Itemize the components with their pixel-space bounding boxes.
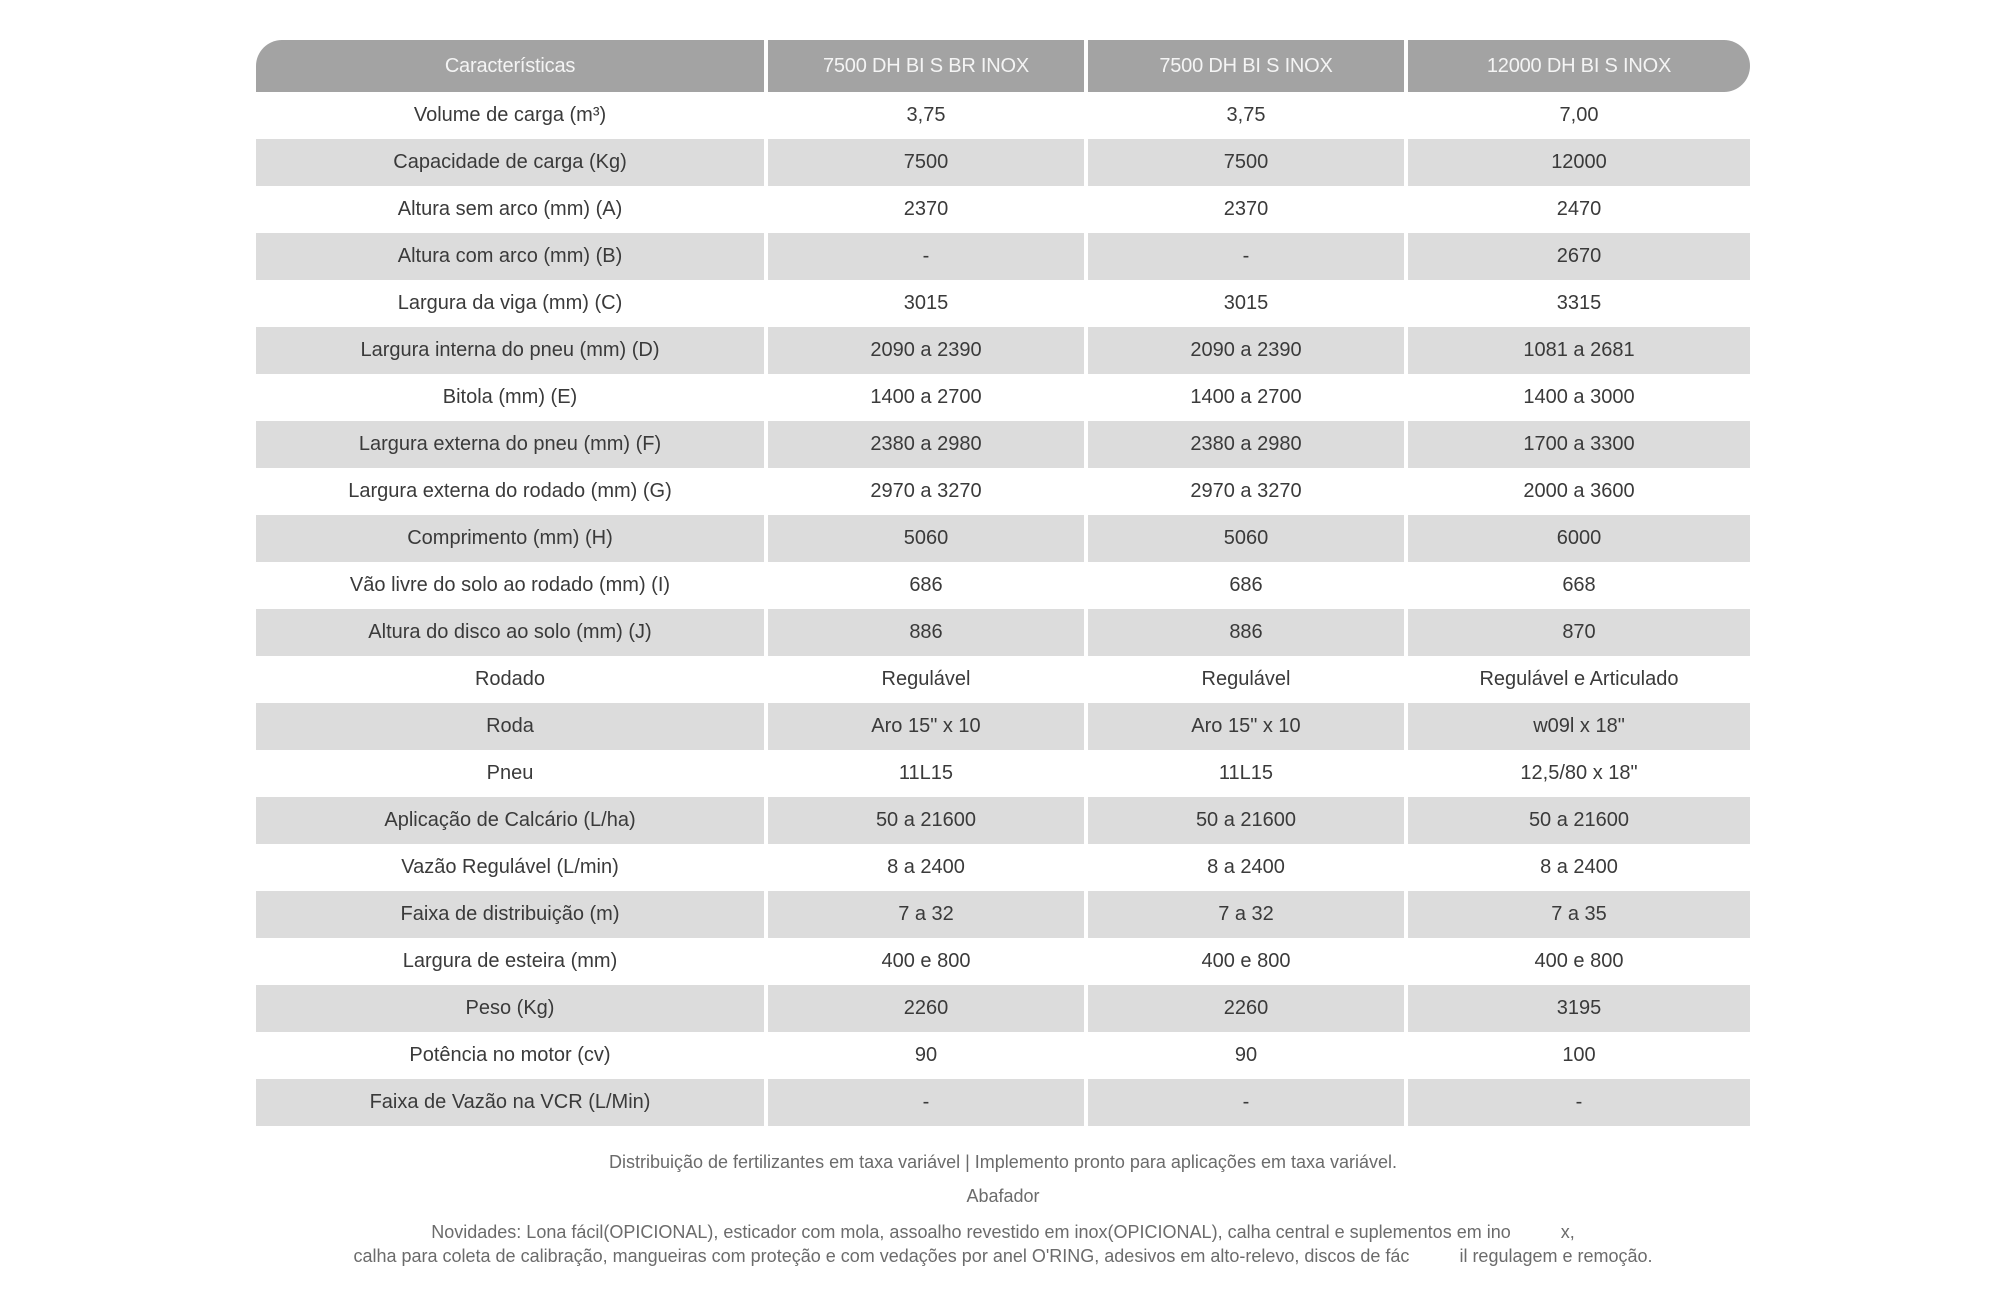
row-label: Altura com arco (mm) (B)	[256, 233, 764, 280]
row-value-model-2: 5060	[1088, 515, 1404, 562]
row-value-model-2: -	[1088, 1079, 1404, 1126]
row-value-model-1: 2260	[768, 985, 1084, 1032]
row-label: Comprimento (mm) (H)	[256, 515, 764, 562]
row-value-model-2: 90	[1088, 1032, 1404, 1079]
row-value-model-2: 7500	[1088, 139, 1404, 186]
row-value-model-2: 2260	[1088, 985, 1404, 1032]
row-value-model-2: 50 a 21600	[1088, 797, 1404, 844]
row-label: Largura externa do rodado (mm) (G)	[256, 468, 764, 515]
row-label: Capacidade de carga (Kg)	[256, 139, 764, 186]
row-value-model-2: Aro 15" x 10	[1088, 703, 1404, 750]
row-value-model-3: 870	[1408, 609, 1750, 656]
table-row	[256, 750, 1750, 797]
row-value-model-1: 7 a 32	[768, 891, 1084, 938]
row-value-model-1: 2090 a 2390	[768, 327, 1084, 374]
row-value-model-2: 3,75	[1088, 92, 1404, 139]
table-row	[256, 1079, 1750, 1126]
row-label: Vão livre do solo ao rodado (mm) (I)	[256, 562, 764, 609]
row-value-model-1: 886	[768, 609, 1084, 656]
header-model-2: 7500 DH BI S INOX	[1088, 40, 1404, 92]
row-value-model-3: 1081 a 2681	[1408, 327, 1750, 374]
table-row	[256, 985, 1750, 1032]
table-header	[256, 40, 1750, 92]
row-label: Vazão Regulável (L/min)	[256, 844, 764, 891]
row-value-model-3: 2470	[1408, 186, 1750, 233]
row-value-model-1: 2380 a 2980	[768, 421, 1084, 468]
row-label: Potência no motor (cv)	[256, 1032, 764, 1079]
table-row	[256, 515, 1750, 562]
row-value-model-2: 2090 a 2390	[1088, 327, 1404, 374]
row-label: Rodado	[256, 656, 764, 703]
row-value-model-1: 3,75	[768, 92, 1084, 139]
row-value-model-1: Aro 15" x 10	[768, 703, 1084, 750]
row-value-model-3: 2670	[1408, 233, 1750, 280]
row-value-model-3: 1700 a 3300	[1408, 421, 1750, 468]
table-row	[256, 92, 1750, 139]
table-row	[256, 1032, 1750, 1079]
row-value-model-2: 2970 a 3270	[1088, 468, 1404, 515]
row-label: Aplicação de Calcário (L/ha)	[256, 797, 764, 844]
row-value-model-3: 12000	[1408, 139, 1750, 186]
table-row	[256, 139, 1750, 186]
specs-table-container	[256, 40, 1750, 1126]
row-value-model-1: 90	[768, 1032, 1084, 1079]
row-label: Largura da viga (mm) (C)	[256, 280, 764, 327]
row-value-model-1: 7500	[768, 139, 1084, 186]
row-value-model-1: Regulável	[768, 656, 1084, 703]
table-body	[256, 92, 1750, 1126]
row-value-model-2: 7 a 32	[1088, 891, 1404, 938]
table-row	[256, 374, 1750, 421]
row-value-model-3: 1400 a 3000	[1408, 374, 1750, 421]
table-row	[256, 703, 1750, 750]
row-value-model-1: 1400 a 2700	[768, 374, 1084, 421]
row-value-model-1: 50 a 21600	[768, 797, 1084, 844]
row-value-model-3: 400 e 800	[1408, 938, 1750, 985]
row-label: Altura sem arco (mm) (A)	[256, 186, 764, 233]
row-value-model-3: 2000 a 3600	[1408, 468, 1750, 515]
row-value-model-3: -	[1408, 1079, 1750, 1126]
table-row	[256, 421, 1750, 468]
row-value-model-2: 2380 a 2980	[1088, 421, 1404, 468]
row-value-model-2: 2370	[1088, 186, 1404, 233]
row-value-model-3: 50 a 21600	[1408, 797, 1750, 844]
row-label: Roda	[256, 703, 764, 750]
table-row	[256, 609, 1750, 656]
row-value-model-2: 1400 a 2700	[1088, 374, 1404, 421]
row-value-model-2: 400 e 800	[1088, 938, 1404, 985]
table-row	[256, 844, 1750, 891]
row-value-model-3: 3195	[1408, 985, 1750, 1032]
row-value-model-2: -	[1088, 233, 1404, 280]
row-value-model-2: 8 a 2400	[1088, 844, 1404, 891]
row-value-model-1: 8 a 2400	[768, 844, 1084, 891]
table-row	[256, 938, 1750, 985]
table-row	[256, 797, 1750, 844]
row-value-model-3: Regulável e Articulado	[1408, 656, 1750, 703]
row-value-model-1: -	[768, 233, 1084, 280]
row-value-model-1: 5060	[768, 515, 1084, 562]
row-value-model-2: 3015	[1088, 280, 1404, 327]
row-label: Faixa de distribuição (m)	[256, 891, 764, 938]
row-value-model-1: 2970 a 3270	[768, 468, 1084, 515]
header-row	[256, 40, 1750, 92]
row-label: Pneu	[256, 750, 764, 797]
row-value-model-2: 11L15	[1088, 750, 1404, 797]
row-label: Largura interna do pneu (mm) (D)	[256, 327, 764, 374]
note-novidades	[256, 1220, 1750, 1268]
row-value-model-3: 7 a 35	[1408, 891, 1750, 938]
table-row	[256, 233, 1750, 280]
note-abafador: Abafador	[966, 1186, 1040, 1206]
row-value-model-2: 886	[1088, 609, 1404, 656]
header-characteristics: Características	[256, 40, 764, 92]
row-value-model-1: 11L15	[768, 750, 1084, 797]
row-label: Largura externa do pneu (mm) (F)	[256, 421, 764, 468]
row-value-model-1: 400 e 800	[768, 938, 1084, 985]
note-novidades-line1: Novidades: Lona fácil(OPICIONAL), esticador com mola, assoalho revestido em inox(OPICIONAL), calha central e suplementos em ino x,	[431, 1222, 1575, 1242]
header-model-1: 7500 DH BI S BR INOX	[768, 40, 1084, 92]
row-label: Bitola (mm) (E)	[256, 374, 764, 421]
table-row	[256, 280, 1750, 327]
row-value-model-1: -	[768, 1079, 1084, 1126]
row-value-model-1: 3015	[768, 280, 1084, 327]
row-label: Largura de esteira (mm)	[256, 938, 764, 985]
note-variable-rate: Distribuição de fertilizantes em taxa variável | Implemento pronto para aplicações em taxa variável.	[608, 1152, 1398, 1172]
table-row	[256, 186, 1750, 233]
row-value-model-3: 6000	[1408, 515, 1750, 562]
row-label: Peso (Kg)	[256, 985, 764, 1032]
row-value-model-3: 8 a 2400	[1408, 844, 1750, 891]
row-label: Faixa de Vazão na VCR (L/Min)	[256, 1079, 764, 1126]
table-row	[256, 562, 1750, 609]
row-value-model-2: 686	[1088, 562, 1404, 609]
note-novidades-line2: calha para coleta de calibração, mangueiras com proteção e com vedações por anel O'RING, adesivos em alto-relevo, discos de fác il regulagem e remoção.	[353, 1246, 1653, 1266]
row-value-model-3: 12,5/80 x 18"	[1408, 750, 1750, 797]
row-value-model-3: w09l x 18"	[1408, 703, 1750, 750]
row-value-model-1: 2370	[768, 186, 1084, 233]
row-value-model-3: 7,00	[1408, 92, 1750, 139]
row-value-model-3: 668	[1408, 562, 1750, 609]
header-model-3: 12000 DH BI S INOX	[1408, 40, 1750, 92]
row-value-model-3: 3315	[1408, 280, 1750, 327]
specs-table	[252, 40, 1754, 1126]
row-label: Altura do disco ao solo (mm) (J)	[256, 609, 764, 656]
row-label: Volume de carga (m³)	[256, 92, 764, 139]
row-value-model-3: 100	[1408, 1032, 1750, 1079]
row-value-model-2: Regulável	[1088, 656, 1404, 703]
table-row	[256, 327, 1750, 374]
table-row	[256, 468, 1750, 515]
table-row	[256, 891, 1750, 938]
table-row	[256, 656, 1750, 703]
row-value-model-1: 686	[768, 562, 1084, 609]
